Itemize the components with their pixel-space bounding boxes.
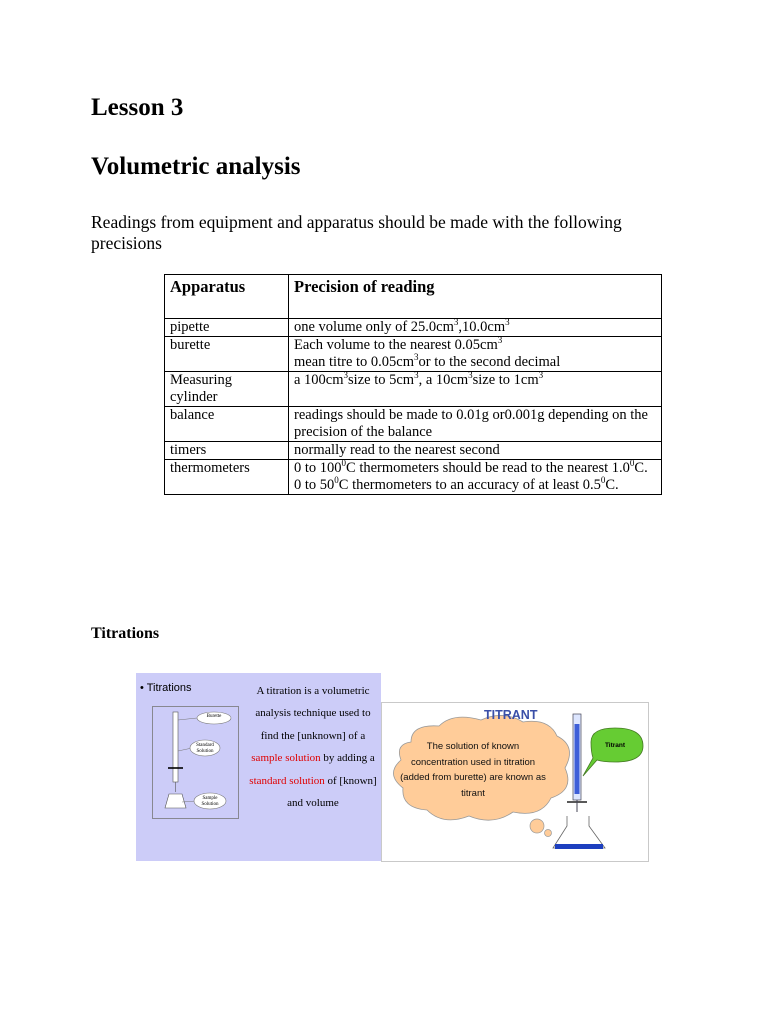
titrant-liquid: [575, 724, 580, 794]
cell-precision: 0 to $100^0C$ thermometers should be read to the nearest $1.0^0C$. 0 to $50^0C$ thermometers to an accuracy of at least $0.5^0C$.: [289, 460, 662, 495]
thought-bubble-large: [530, 819, 544, 833]
definition-part-2: by adding a: [323, 752, 375, 765]
table-row: [165, 337, 662, 372]
titrant-speech-bubble: [583, 728, 643, 776]
cell-apparatus: timers: [165, 442, 289, 460]
table-row: [165, 372, 662, 407]
diagram-label-burette: Burette: [206, 714, 222, 719]
table-row: [165, 460, 662, 495]
cell-precision: a $100cm^3size$ to $5cm^3$, a $10cm^3size$ to $1cm^3$: [289, 372, 662, 407]
precision-table: [164, 274, 662, 495]
lesson-title: Lesson 3: [91, 94, 184, 121]
diagram-label-standard: Standard Solution: [196, 743, 214, 754]
label-pointer-burette: [178, 718, 197, 720]
cell-apparatus: pipette: [165, 319, 289, 337]
table-row: [165, 407, 662, 442]
column-header-apparatus: Apparatus: [165, 275, 289, 319]
table-header-row: [165, 275, 662, 319]
cell-precision: Each volume to the nearest $0.05cm^3$ mean titre to $0.05cm^3or$ to the second decimal: [289, 337, 662, 372]
titrant-heading: TITRANT: [484, 708, 538, 722]
conical-flask: [165, 794, 186, 808]
cell-precision: readings should be made to 0.01g or0.001g depending on the precision of the balance: [289, 407, 662, 442]
cell-precision: normally read to the nearest second: [289, 442, 662, 460]
cell-apparatus: balance: [165, 407, 289, 442]
definition-part-3: of [known] and volume: [287, 774, 377, 810]
cell-apparatus: thermometers: [165, 460, 289, 495]
flask-solution: [555, 844, 603, 849]
table-row: [165, 319, 662, 337]
titration-definition: [248, 680, 378, 814]
section-heading-titrations: Titrations: [91, 625, 160, 642]
diagram-label-sample: Sample Solution: [201, 796, 219, 807]
slide-bullet-titrations: • Titrations: [140, 682, 192, 694]
definition-part-1: A titration is a volumetric analysis technique used to find the [unknown] of a: [255, 685, 371, 742]
definition-standard-solution: standard solution: [249, 774, 325, 787]
speech-label-titrant: Titrant: [604, 742, 626, 749]
column-header-precision: Precision of reading: [289, 275, 662, 319]
definition-sample-solution: sample solution: [251, 752, 321, 765]
titrant-definition: The solution of known concentration used in titration (added from burette) are known as titrant: [400, 741, 546, 799]
cell-apparatus: Measuring cylinder: [165, 372, 289, 407]
thought-bubble-small: [545, 830, 552, 837]
intro-paragraph: Readings from equipment and apparatus should be made with the following precisions: [91, 212, 622, 253]
conical-flask: [553, 816, 605, 848]
cell-precision: one volume only of $25.0cm^3,10.0cm^3$: [289, 319, 662, 337]
cell-apparatus: burette: [165, 337, 289, 372]
burette-tube: [173, 712, 178, 782]
table-row: [165, 442, 662, 460]
page-title: Volumetric analysis: [91, 153, 301, 180]
